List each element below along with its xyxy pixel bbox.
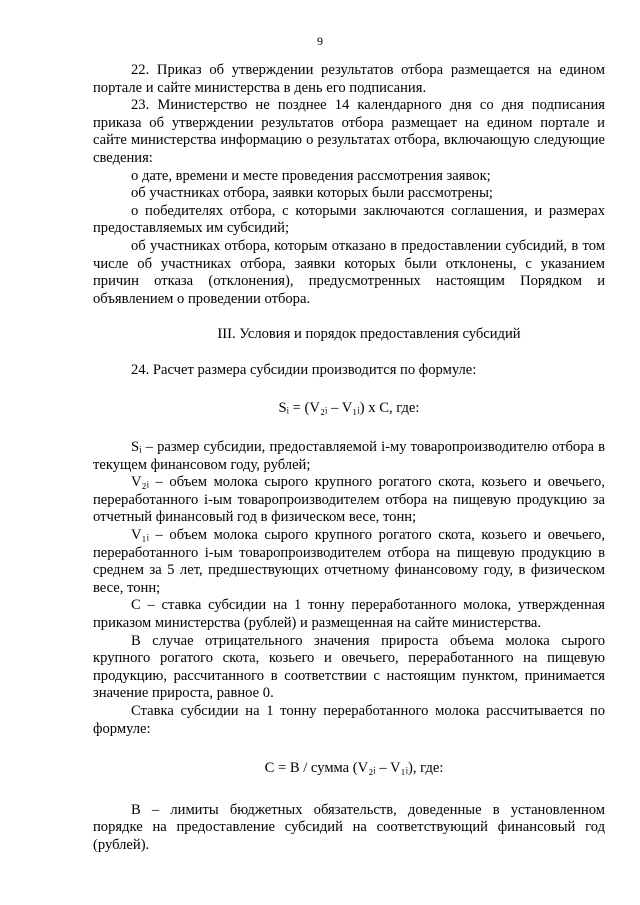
definition-si: Sᵢ – размер субсидии, предоставляемой i-му товаропроизводителю отбора в текущем финансовом году, рублей;: [93, 439, 605, 473]
list-item-date-time-place: о дате, времени и месте проведения рассмотрения заявок;: [131, 167, 491, 184]
definition-c: С – ставка субсидии на 1 тонну переработанного молока, утвержденная приказом министерства (рублей) и размещенная на сайте министерства.: [93, 597, 605, 632]
page-number: 9: [317, 34, 323, 48]
definition-b: В – лимиты бюджетных обязательств, доведенные в установленном порядке на предоставление субсидий на соответствующий финансовый год (рублей).: [93, 801, 605, 853]
document-body: [93, 62, 605, 855]
list-item-reviewed-participants: об участниках отбора, заявки которых были рассмотрены;: [131, 185, 493, 202]
section-heading: III. Условия и порядок предоставления субсидий: [217, 326, 521, 343]
paragraph-24: 24. Расчет размера субсидии производится по формуле:: [131, 361, 477, 378]
rate-intro-paragraph: Ставка субсидии на 1 тонну переработанного молока рассчитывается по формуле:: [93, 703, 605, 737]
definition-v1i: V₁ᵢ – объем молока сырого крупного рогатого скота, козьего и овечьего, переработанного i-ым товаропроизводителем отбора на пищевую продукцию в среднем за 5 лет, предшествующих отчетному финансовому году, в физическом весе, тонн;: [93, 527, 605, 596]
list-item-winners: о победителях отбора, с которыми заключаются соглашения, и размерах предоставляемых им субсидий;: [93, 202, 605, 237]
rate-formula: С = В / сумма (V₂ᵢ – V₁ᵢ), где:: [264, 760, 444, 777]
paragraph-22: 22. Приказ об утверждении результатов отбора размещается на едином портале и сайте министерства в день его подписания.: [93, 62, 605, 96]
subsidy-formula: Sᵢ = (V₂ᵢ – V₁ᵢ) х С, где:: [278, 399, 420, 416]
list-item-rejected-participants: об участниках отбора, которым отказано в предоставлении субсидий, в том числе об участниках отбора, заявки которых были отклонены, с указанием причин отказа (отклонения), предусмотренных настоящим Порядком и объявлением о проведении отбора.: [93, 237, 605, 307]
paragraph-23: 23. Министерство не позднее 14 календарного дня со дня подписания приказа об утверждении результатов отбора размещает на едином портале и сайте министерства информацию о результатах отбора, включающую следующие сведения:: [93, 97, 605, 166]
negative-case-paragraph: В случае отрицательного значения прироста объема молока сырого крупного рогатого скота, козьего и овечьего, переработанного на пищевую продукцию, рассчитанного в соответствии с настоящим пунктом, принимается значение прироста, равное 0.: [93, 632, 605, 702]
definition-v2i: V₂ᵢ – объем молока сырого крупного рогатого скота, козьего и овечьего, переработанного i-ым товаропроизводителем отбора на пищевую продукцию за отчетный финансовый год в физическом весе, тонн;: [93, 474, 605, 526]
